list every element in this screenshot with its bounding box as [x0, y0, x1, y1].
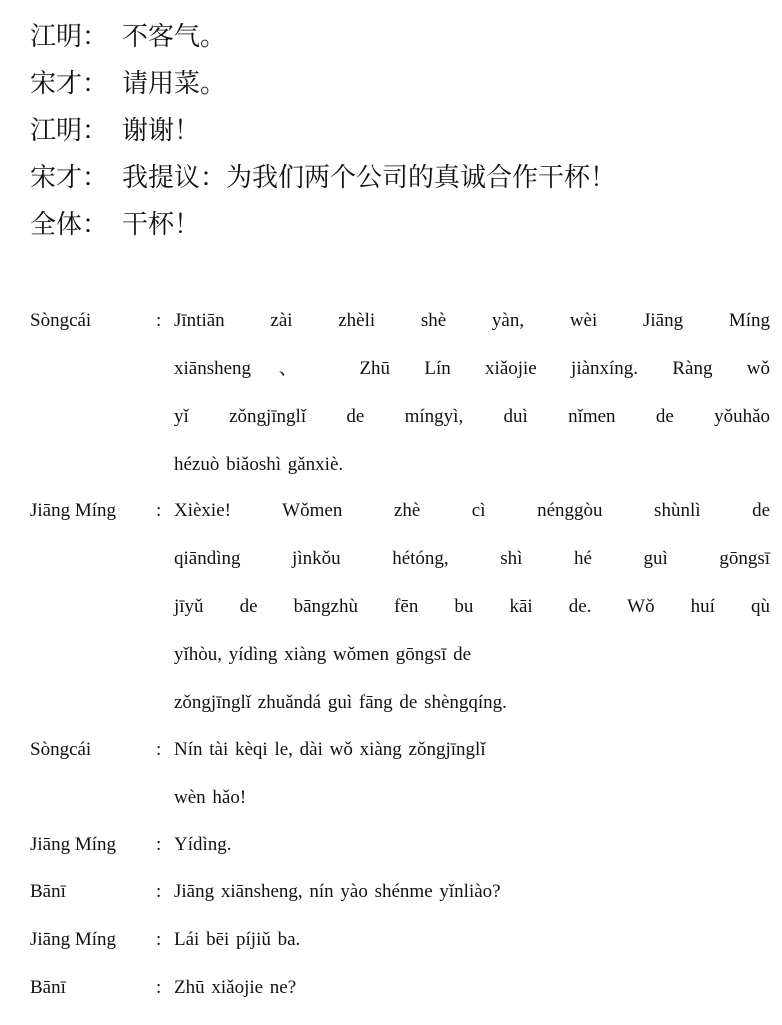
- speaker-name: Sòngcái: [30, 310, 92, 331]
- pinyin-lines: [174, 834, 770, 882]
- dialogue-text: 干杯！: [122, 210, 201, 240]
- speaker-label: 江明：: [30, 22, 109, 52]
- speaker-name: Bānī: [30, 881, 66, 902]
- speaker-name: Jiāng Míng: [30, 834, 117, 855]
- pinyin-line: Jīntiān zài zhèli shè yàn, wèi Jiāng Míng: [174, 310, 770, 331]
- speaker-name: Bānī: [30, 977, 66, 998]
- pinyin-line: wèn hǎo!: [174, 787, 247, 808]
- speaker-label: 宋才：: [30, 69, 109, 99]
- chinese-line: [30, 116, 770, 146]
- pinyin-line: Nín tài kèqi le, dài wǒ xiàng zǒngjīnglǐ: [174, 739, 486, 760]
- pinyin-lines: [174, 739, 770, 835]
- speaker-colon: :: [156, 310, 162, 331]
- speaker-colon: :: [156, 881, 162, 902]
- dialogue-text: 谢谢！: [122, 116, 201, 146]
- pinyin-line: Xièxie! Wǒmen zhè cì nénggòu shùnlì de: [174, 500, 770, 521]
- speaker-label: 宋才：: [30, 163, 109, 193]
- pinyin-lines: [174, 500, 770, 740]
- pinyin-line: Yídìng.: [174, 834, 232, 855]
- pinyin-line: Zhū xiǎojie ne?: [174, 977, 297, 998]
- speaker-label: 江明：: [30, 116, 109, 146]
- speaker-name: Jiāng Míng: [30, 500, 117, 521]
- speaker-colon: :: [156, 739, 162, 760]
- speaker-colon: :: [156, 977, 162, 998]
- pinyin-line: Lái bēi píjiǔ ba.: [174, 929, 301, 950]
- pinyin-line: yǐhòu, yídìng xiàng wǒmen gōngsī de: [174, 644, 472, 665]
- pinyin-line: xiānsheng、 Zhū Lín xiǎojie jiànxíng. Ràng wǒ: [174, 358, 770, 379]
- chinese-line: [30, 210, 770, 240]
- pinyin-line: hézuò biǎoshì gǎnxiè.: [174, 454, 344, 475]
- pinyin-line: qiāndìng jìnkǒu hétóng, shì hé guì gōngsī: [174, 548, 770, 569]
- speaker-colon: :: [156, 929, 162, 950]
- chinese-line: [30, 69, 770, 99]
- pinyin-line: zǒngjīnglǐ zhuǎndá guì fāng de shèngqíng.: [174, 692, 507, 713]
- pinyin-lines: [174, 977, 770, 1025]
- pinyin-line: yǐ zǒngjīnglǐ de míngyì, duì nǐmen de yǒuhǎo: [174, 406, 770, 427]
- speaker-label: 全体：: [30, 210, 109, 240]
- pinyin-line: Jiāng xiānsheng, nín yào shénme yǐnliào?: [174, 881, 501, 902]
- pinyin-line: jīyǔ de bāngzhù fēn bu kāi de. Wǒ huí qù: [174, 596, 770, 617]
- chinese-line: [30, 22, 770, 52]
- speaker-colon: :: [156, 500, 162, 521]
- dialogue-text: 我提议：为我们两个公司的真诚合作干杯！: [122, 163, 617, 193]
- speaker-name: Jiāng Míng: [30, 929, 117, 950]
- pinyin-lines: [174, 929, 770, 977]
- pinyin-lines: [174, 310, 770, 502]
- speaker-colon: :: [156, 834, 162, 855]
- chinese-line: [30, 163, 770, 193]
- speaker-name: Sòngcái: [30, 739, 92, 760]
- dialogue-text: 不客气。: [122, 22, 227, 52]
- pinyin-lines: [174, 881, 770, 929]
- dialogue-text: 请用菜。: [122, 69, 227, 99]
